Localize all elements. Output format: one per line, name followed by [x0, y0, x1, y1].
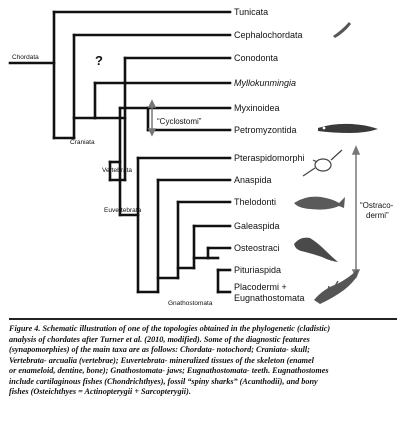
osteostracan-silhouette	[294, 238, 338, 262]
taxon-label: Pituriaspida	[234, 265, 282, 275]
group-label-cyclostomi: “Cyclostomi”	[157, 117, 202, 126]
lamprey-silhouette	[318, 124, 378, 133]
taxon-label: Eugnathostomata	[234, 293, 305, 303]
ostracodermi-bracket	[353, 147, 359, 277]
taxon-label: Osteostraci	[234, 243, 280, 253]
thelodont-silhouette	[294, 197, 345, 210]
node-label-euvertebrata: Euvertebrata	[104, 207, 142, 214]
taxon-label: Galeaspida	[234, 221, 280, 231]
node-label-craniata: Craniata	[70, 139, 95, 146]
cladogram-branches	[10, 12, 230, 292]
amphioxus-silhouette	[333, 22, 351, 38]
taxon-label: Petromyzontida	[234, 125, 297, 135]
node-label-gnathostomata: Gnathostomata	[168, 300, 213, 307]
taxon-label: Myxinoidea	[234, 103, 280, 113]
node-label-chordata: Chordata	[12, 54, 39, 61]
caption-line: Figure 4. Schematic illustration of one of the topologies obtained in the phylogenetic (cladistic)	[9, 324, 331, 333]
caption-line: analysis of chordates after Turner et al. (2010, modified). Some of the diagnostic features	[9, 334, 310, 344]
taxon-label: Anaspida	[234, 175, 272, 185]
caption-line: (synapomorphies) of the main taxa are as follows: Chordata- notochord; Craniata- skull;	[9, 345, 310, 354]
cyclostomi-bracket	[149, 101, 155, 135]
placoderm-silhouette	[314, 269, 358, 304]
taxon-label: Pteraspidomorphi	[234, 153, 305, 163]
caption-line: Vertebrata- arcualia (vertebrae); Euvertebrata- mineralized tissues of the skeleton (enamel	[9, 355, 314, 365]
caption-line: include cartilaginous fishes (Chondrichthyes), fossil “spiny sharks” (Acanthodii), and bony	[9, 376, 318, 386]
pteraspid-silhouette	[303, 150, 342, 176]
group-label-ostracodermi: “Ostraco-	[360, 201, 394, 210]
group-label-ostracodermi: dermi”	[366, 211, 389, 220]
taxon-label: Thelodonti	[234, 197, 277, 207]
uncertain-mark: ?	[95, 53, 103, 68]
taxon-label: Tunicata	[234, 7, 269, 17]
caption-line: fishes (Osteichthyes = Actinopterygii + Sarcopterygii).	[9, 387, 191, 396]
taxon-label: Conodonta	[234, 53, 279, 63]
node-label-vertebrata: Vertebrata	[102, 167, 132, 174]
figure-caption	[9, 318, 397, 420]
taxon-label: Cephalochordata	[234, 30, 303, 40]
taxon-label: Placodermi +	[234, 282, 287, 292]
caption-text	[9, 324, 397, 398]
taxon-label: Myllokunmingia	[234, 78, 297, 88]
caption-line: or enameloid, dentine, bone); Gnathostomata- jaws; Eugnathostomata- teeth. Eugnathostomes	[9, 366, 329, 375]
